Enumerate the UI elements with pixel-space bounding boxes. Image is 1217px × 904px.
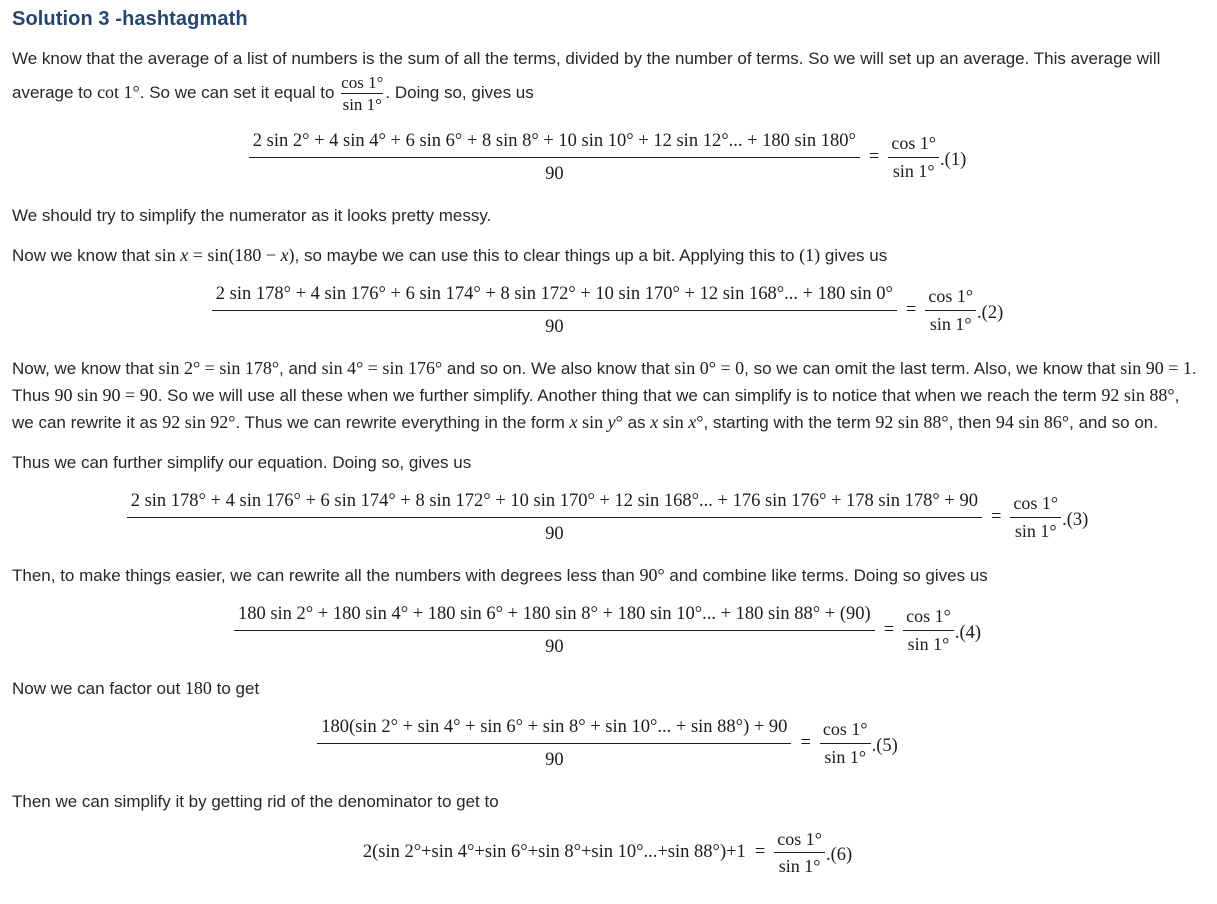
inline-math: x — [650, 411, 659, 432]
text-segment: . So we will use all these when we further simplify. Another thing that we can simplify is to notice that when we reach the term — [157, 385, 1102, 405]
equation-lhs: 2(sin 2°+sin 4°+sin 6°+sin 8°+sin 10°...+sin 88°)+1 — [362, 842, 746, 863]
equation-3 — [12, 489, 1203, 546]
inline-math: 92 sin 88° — [1101, 384, 1175, 405]
fraction-denominator: sin 1° — [774, 852, 825, 878]
text-segment: as — [622, 412, 651, 432]
text-segment: and so on. We also know that — [442, 358, 675, 378]
fraction-denominator: 90 — [249, 157, 860, 186]
fraction-numerator: cos 1° — [777, 828, 822, 849]
equation-2 — [12, 282, 1203, 339]
inline-math: sin — [154, 244, 181, 265]
equation-number: .(3) — [1062, 509, 1089, 530]
equation-4 — [12, 602, 1203, 659]
inline-math: 90° — [639, 564, 665, 585]
equation-number: .(1) — [940, 149, 967, 170]
inline-math: sin 4° = sin 176° — [321, 357, 443, 378]
fraction-numerator: cos 1° — [1013, 493, 1059, 514]
equals-sign: = — [883, 619, 895, 640]
fraction-denominator: sin 1° — [888, 157, 939, 183]
text-segment: , and so on. — [1069, 412, 1158, 432]
text-segment: gives us — [820, 245, 888, 265]
equals-sign: = — [868, 146, 880, 167]
fraction-numerator: 2 sin 178° + 4 sin 176° + 6 sin 174° + 8 sin 172° + 10 sin 170° + 12 sin 168°... + 176 sin 176° + 178 sin 178° + 90 — [130, 490, 978, 511]
solution-heading: Solution 3 -hashtagmath — [12, 8, 248, 30]
inline-math: ° — [615, 411, 623, 432]
equation-number: .(4) — [954, 622, 982, 643]
inline-math: x — [569, 411, 578, 432]
fraction-denominator: 90 — [127, 517, 982, 546]
inline-math: 94 sin 86° — [995, 411, 1070, 432]
paragraph-intro — [12, 45, 1203, 116]
inline-math: 90 sin 90 = 90 — [54, 384, 158, 405]
fraction-numerator: cos 1° — [822, 719, 868, 740]
paragraph-further-simplify — [12, 449, 1203, 476]
fraction-denominator: sin 1° — [1010, 517, 1061, 543]
text-segment: . Doing so, gives us — [385, 83, 534, 103]
inline-math: x — [280, 244, 289, 265]
fraction-lhs — [249, 129, 860, 186]
paragraph-factor-out — [12, 675, 1203, 702]
inline-math: y — [607, 411, 616, 432]
fraction-denominator: sin 1° — [820, 743, 871, 769]
fraction-lhs — [212, 282, 897, 339]
inline-math: sin 0° = 0 — [674, 357, 745, 378]
fraction-rhs — [925, 285, 976, 335]
fraction-rhs — [1010, 492, 1061, 542]
fraction-lhs — [317, 715, 791, 772]
paragraph-rewrite-degrees — [12, 562, 1203, 589]
inline-math: = sin(180 − — [188, 244, 281, 265]
inline-math: sin 2° = sin 178° — [158, 357, 280, 378]
inline-math: sin — [577, 411, 608, 432]
text-segment: to get — [211, 678, 260, 698]
fraction-rhs — [774, 828, 825, 878]
equation-number: .(2) — [977, 302, 1004, 323]
inline-math: 92 sin 92° — [162, 411, 236, 432]
text-segment: Then, to make things easier, we can rewrite all the numbers with degrees less than — [12, 565, 640, 585]
equals-sign: = — [905, 299, 917, 320]
fraction-numerator: cos 1° — [891, 133, 937, 154]
fraction-numerator: cos 1° — [928, 286, 974, 307]
text-segment: Now we know that — [12, 245, 155, 265]
text-segment: and combine like terms. Doing so gives us — [664, 565, 988, 585]
paragraph-identity — [12, 242, 1203, 269]
inline-math: 92 sin 88° — [875, 411, 949, 432]
fraction-rhs — [820, 718, 871, 768]
inline-fraction: $\frac{\cos 1^\circ}{\sin 1^\circ}$ — [341, 73, 384, 115]
inline-math: ° — [696, 411, 704, 432]
text-segment: Then we can simplify it by getting rid of the denominator to get to — [12, 791, 499, 811]
text-segment: We know that the average of a list of numbers is the sum of all the terms, divided by the number of terms. So we will set up an average. This average will average to — [12, 49, 1166, 103]
fraction-denominator: 90 — [317, 743, 791, 772]
inline-math: cot 1° — [97, 82, 140, 103]
text-segment: . So we can set it equal to — [139, 83, 340, 103]
text-segment: . Thus we can rewrite everything in the form — [235, 412, 570, 432]
fraction-rhs — [888, 132, 939, 182]
inline-math: sin 90 = 1 — [1120, 357, 1192, 378]
text-segment: We should try to simplify the numerator as it looks pretty messy. — [12, 205, 492, 225]
equals-sign: = — [754, 842, 766, 863]
text-segment: Thus we can further simplify our equation. Doing so, gives us — [12, 452, 472, 472]
text-segment: Now we can factor out — [12, 678, 185, 698]
inline-math: 180 — [184, 677, 212, 698]
fraction-numerator: 2 sin 2° + 4 sin 4° + 6 sin 6° + 8 sin 8° + 10 sin 10° + 12 sin 12°... + 180 sin 180° — [252, 130, 856, 151]
equation-6 — [12, 828, 1203, 878]
text-segment: , we can rewrite it as — [12, 385, 1185, 432]
inline-math: sin — [658, 411, 689, 432]
equation-number: .(6) — [825, 845, 853, 866]
fraction-numerator: 180 sin 2° + 180 sin 4° + 180 sin 6° + 180 sin 8° + 180 sin 10°... + 180 sin 88° + (90) — [237, 603, 871, 624]
inline-math: x — [688, 411, 697, 432]
fraction-denominator: sin 1° — [925, 310, 976, 336]
equals-sign: = — [800, 732, 811, 753]
fraction-rhs — [903, 605, 954, 655]
fraction-lhs — [127, 489, 982, 546]
text-segment: , so maybe we can use this to clear things up a bit. Applying this to — [294, 245, 800, 265]
fraction-denominator: 90 — [234, 630, 875, 659]
fraction-numerator: cos 1° — [906, 606, 951, 627]
text-segment: Now, we know that — [12, 358, 159, 378]
inline-math: x — [180, 244, 189, 265]
equals-sign: = — [990, 506, 1002, 527]
fraction-denominator: sin 1° — [903, 630, 954, 656]
text-segment: , then — [948, 412, 996, 432]
paragraph-simplify-note — [12, 202, 1203, 229]
fraction-numerator: 2 sin 178° + 4 sin 176° + 6 sin 174° + 8 sin 172° + 10 sin 170° + 12 sin 168°... + 180 sin 0° — [215, 283, 893, 304]
text-segment: , starting with the term — [703, 412, 876, 432]
fraction-denominator: 90 — [212, 310, 897, 339]
inline-math: ) — [288, 244, 295, 265]
equation-number: .(5) — [871, 735, 898, 756]
inline-math: (1) — [799, 244, 821, 265]
text-segment: . Thus — [12, 358, 1202, 405]
text-segment: , so we can omit the last term. Also, we know that — [744, 358, 1121, 378]
equation-5 — [12, 715, 1203, 772]
paragraph-remove-denominator — [12, 788, 1203, 815]
paragraph-observations — [12, 355, 1203, 436]
fraction-lhs — [234, 602, 875, 659]
equation-1 — [12, 129, 1203, 186]
text-segment: , and — [279, 358, 322, 378]
fraction-numerator: 180(sin 2° + sin 4° + sin 6° + sin 8° + sin 10°... + sin 88°) + 90 — [321, 716, 788, 737]
